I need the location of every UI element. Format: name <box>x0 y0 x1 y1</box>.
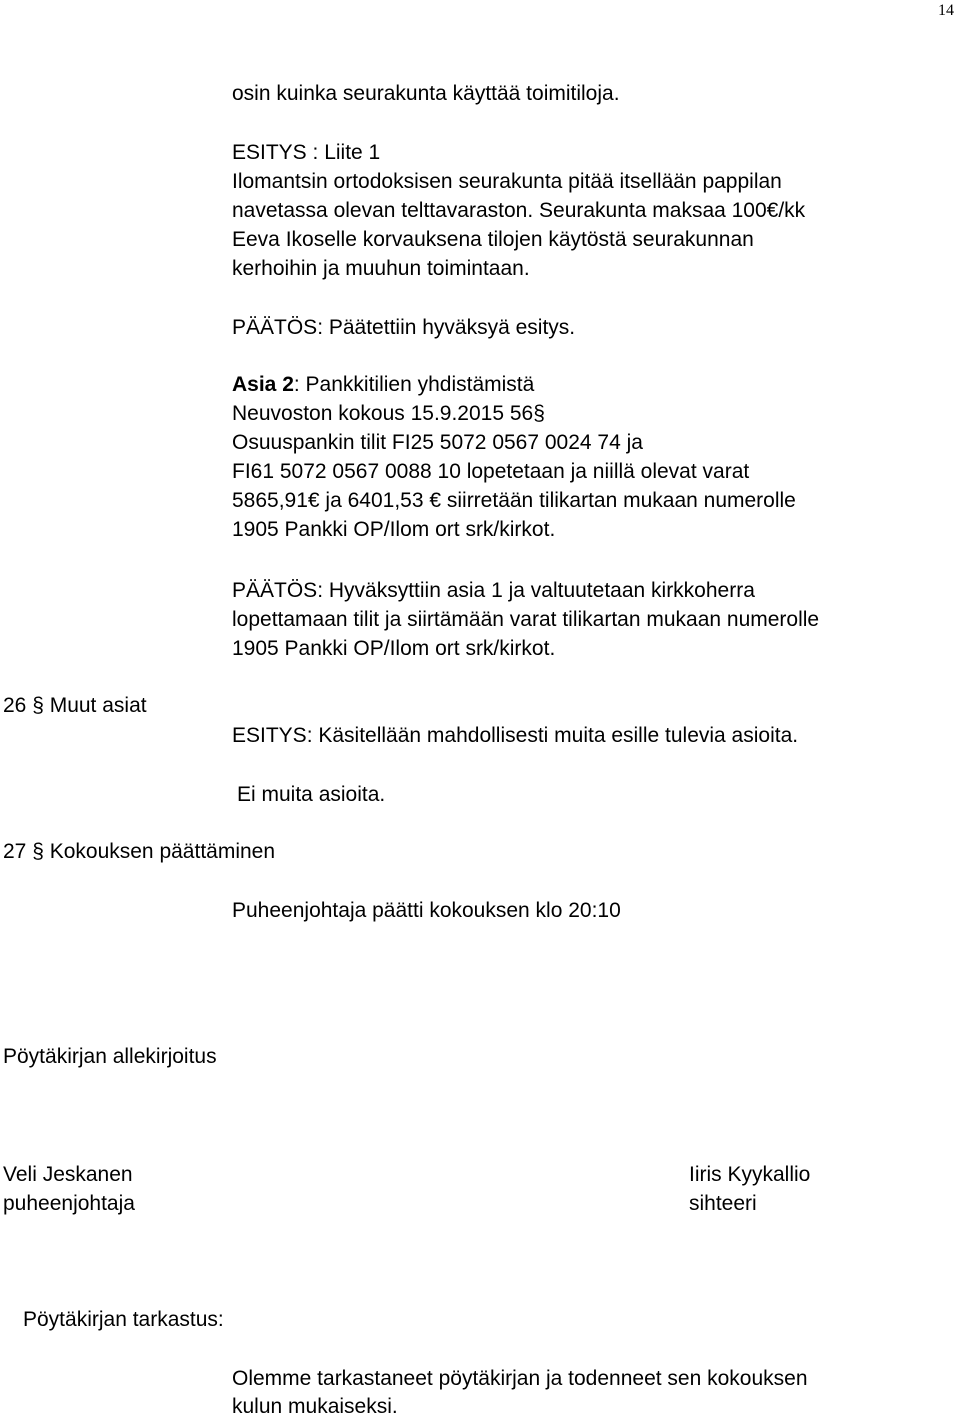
closing-line: Puheenjohtaja päätti kokouksen klo 20:10 <box>232 899 621 922</box>
item-heading <box>232 370 534 399</box>
section-26-heading: 26 § Muut asiat <box>3 694 147 717</box>
text-line: Osuuspankin tilit FI25 5072 0567 0024 74 ja <box>232 431 643 454</box>
text-line: Ei muita asioita. <box>237 783 386 806</box>
page-number: 14 <box>938 2 954 19</box>
text-line: Eeva Ikoselle korvauksena tilojen käytöstä seurakunnan <box>232 228 754 251</box>
section-27-heading: 27 § Kokouksen päättäminen <box>3 840 276 863</box>
text-line: 5865,91€ ja 6401,53 € siirretään tilikartan mukaan numerolle <box>232 489 796 512</box>
text-line: 1905 Pankki OP/Ilom ort srk/kirkot. <box>232 518 556 541</box>
decision-line: PÄÄTÖS: Hyväksyttiin asia 1 ja valtuutetaan kirkkoherra <box>232 579 755 602</box>
signer-left-role: puheenjohtaja <box>3 1192 135 1215</box>
signature-heading: Pöytäkirjan allekirjoitus <box>3 1045 217 1068</box>
item-label: Asia 2 <box>232 373 294 396</box>
proposal-line: ESITYS: Käsitellään mahdollisesti muita esille tulevia asioita. <box>232 724 799 747</box>
review-line: Olemme tarkastaneet pöytäkirjan ja todenneet sen kokouksen <box>232 1367 808 1390</box>
text-line: lopettamaan tilit ja siirtämään varat tilikartan mukaan numerolle <box>232 608 820 631</box>
item-title: : Pankkitilien yhdistämistä <box>293 373 535 396</box>
text-line: 1905 Pankki OP/Ilom ort srk/kirkot. <box>232 637 556 660</box>
text-line: kerhoihin ja muuhun toimintaan. <box>232 257 530 280</box>
signer-right-role: sihteeri <box>689 1192 757 1215</box>
proposal-heading: ESITYS : Liite 1 <box>232 141 381 164</box>
text-line: FI61 5072 0567 0088 10 lopetetaan ja niillä olevat varat <box>232 460 750 483</box>
review-heading: Pöytäkirjan tarkastus: <box>23 1308 224 1331</box>
text-line: navetassa olevan telttavaraston. Seurakunta maksaa 100€/kk <box>232 199 806 222</box>
review-line: kulun mukaiseksi. <box>232 1395 398 1418</box>
decision-line: PÄÄTÖS: Päätettiin hyväksyä esitys. <box>232 316 576 339</box>
text-line: osin kuinka seurakunta käyttää toimitiloja. <box>232 82 620 105</box>
text-line: Neuvoston kokous 15.9.2015 56§ <box>232 402 545 425</box>
text-line: Ilomantsin ortodoksisen seurakunta pitää itsellään pappilan <box>232 170 782 193</box>
signer-right-name: Iiris Kyykallio <box>689 1163 811 1186</box>
signer-left-name: Veli Jeskanen <box>3 1163 133 1186</box>
